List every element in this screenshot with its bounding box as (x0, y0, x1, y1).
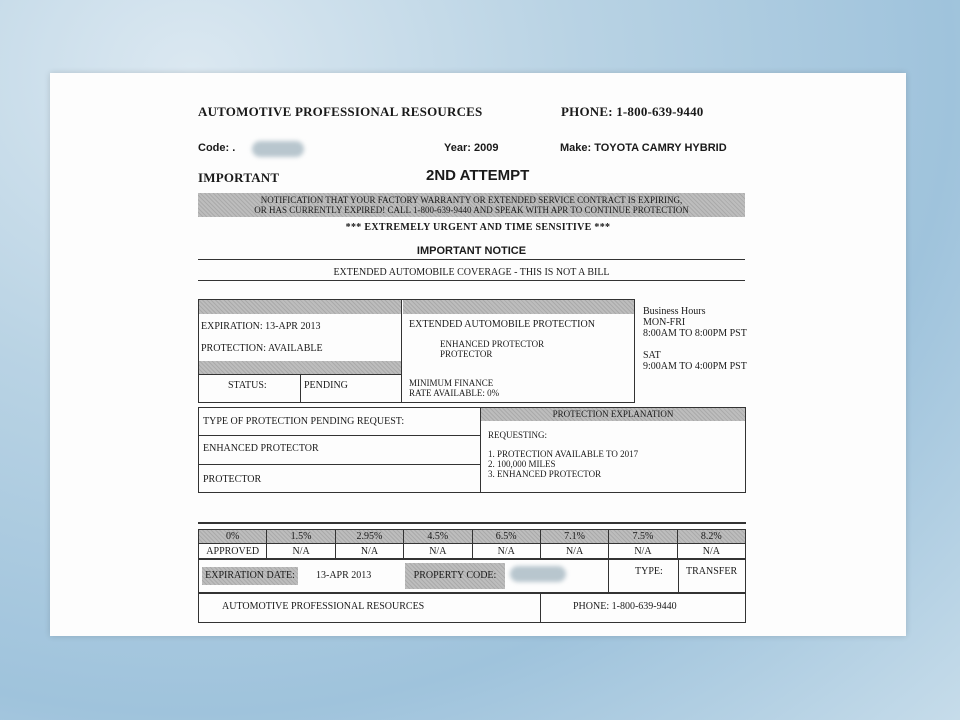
rate-table (198, 529, 746, 559)
expiration-date-label: EXPIRATION DATE: (202, 567, 298, 585)
divider (540, 593, 541, 623)
explanation-title: PROTECTION EXPLANATION (481, 408, 745, 421)
coverage-item-1: ENHANCED PROTECTOR (440, 339, 545, 349)
vehicle-year: Year: 2009 (444, 142, 499, 154)
attempt-label: 2ND ATTEMPT (426, 167, 530, 184)
redacted-property-code (510, 566, 566, 582)
expiry-banner (198, 193, 745, 217)
divider (198, 435, 481, 436)
divider (401, 299, 402, 403)
hours-title: Business Hours (643, 306, 706, 317)
divider (198, 280, 745, 281)
expiration-text: EXPIRATION: 13-APR 2013 (201, 321, 321, 332)
important-label: IMPORTANT (198, 170, 280, 185)
vehicle-make: Make: TOYOTA CAMRY HYBRID (560, 142, 727, 154)
saturday-hours: 9:00AM TO 4:00PM PST (643, 361, 747, 372)
divider (198, 522, 746, 524)
rate-value: N/A (335, 544, 403, 559)
weekday-label: MON-FRI (643, 317, 686, 328)
divider (678, 559, 679, 593)
notice-subtitle: EXTENDED AUTOMOBILE COVERAGE - THIS IS NOT A BILL (333, 267, 610, 278)
weekday-hours: 8:00AM TO 8:00PM PST (643, 328, 747, 339)
divider (198, 464, 481, 465)
divider (300, 374, 301, 403)
banner-line-2: OR HAS CURRENTLY EXPIRED! CALL 1-800-639-9440 AND SPEAK WITH APR TO CONTINUE PROTECTION (254, 205, 689, 215)
finance-line-2: RATE AVAILABLE: 0% (409, 388, 500, 398)
pending-option-2: PROTECTOR (203, 474, 262, 485)
rate-value: N/A (472, 544, 540, 559)
saturday-label: SAT (643, 350, 661, 361)
footer-company: AUTOMOTIVE PROFESSIONAL RESOURCES (222, 601, 425, 612)
business-hours (643, 306, 747, 372)
pending-option-1: ENHANCED PROTECTOR (203, 443, 319, 454)
type-value: TRANSFER (686, 566, 738, 577)
rate-header: 6.5% (472, 530, 540, 544)
type-label: TYPE: (635, 566, 663, 577)
company-phone: PHONE: 1-800-639-9440 (561, 104, 704, 119)
rate-header: 4.5% (404, 530, 472, 544)
rate-header: 0% (199, 530, 267, 544)
finance-line-1: MINIMUM FINANCE (409, 378, 494, 388)
divider (608, 559, 609, 593)
rate-header: 8.2% (677, 530, 745, 544)
rate-value: N/A (609, 544, 677, 559)
status-label: STATUS: (228, 380, 267, 391)
notice-title: IMPORTANT NOTICE (416, 245, 527, 257)
rate-header: 2.95% (335, 530, 403, 544)
footer-phone: PHONE: 1-800-639-9440 (573, 601, 677, 612)
status-value: PENDING (304, 380, 348, 391)
coverage-item-2: PROTECTOR (440, 349, 493, 359)
property-code-label: PROPERTY CODE: (405, 563, 505, 589)
rate-value: N/A (404, 544, 472, 559)
rate-value: N/A (540, 544, 608, 559)
rate-value: N/A (267, 544, 335, 559)
coverage-title: EXTENDED AUTOMOBILE PROTECTION (409, 319, 595, 330)
explanation-item-3: 3. ENHANCED PROTECTOR (488, 469, 602, 479)
divider (198, 259, 745, 260)
protection-text: PROTECTION: AVAILABLE (201, 343, 323, 354)
rate-header: 7.5% (609, 530, 677, 544)
company-name: AUTOMOTIVE PROFESSIONAL RESOURCES (198, 104, 483, 119)
rate-value: APPROVED (199, 544, 267, 559)
gray-bar (199, 361, 401, 374)
pending-title: TYPE OF PROTECTION PENDING REQUEST: (203, 416, 405, 427)
redacted-code (252, 141, 304, 157)
letter-page (50, 73, 906, 636)
explanation-item-1: 1. PROTECTION AVAILABLE TO 2017 (488, 449, 639, 459)
rate-header: 1.5% (267, 530, 335, 544)
gray-bar (403, 300, 634, 314)
urgent-notice: *** EXTREMELY URGENT AND TIME SENSITIVE *** (345, 222, 611, 233)
banner-line-1: NOTIFICATION THAT YOUR FACTORY WARRANTY OR EXTENDED SERVICE CONTRACT IS EXPIRING, (260, 195, 683, 205)
gray-bar (199, 300, 401, 314)
explanation-item-2: 2. 100,000 MILES (488, 459, 556, 469)
rate-value: N/A (677, 544, 745, 559)
requesting-label: REQUESTING: (488, 430, 547, 440)
code-label: Code: . (198, 142, 236, 154)
expiration-date-value: 13-APR 2013 (316, 570, 372, 581)
rate-header: 7.1% (540, 530, 608, 544)
